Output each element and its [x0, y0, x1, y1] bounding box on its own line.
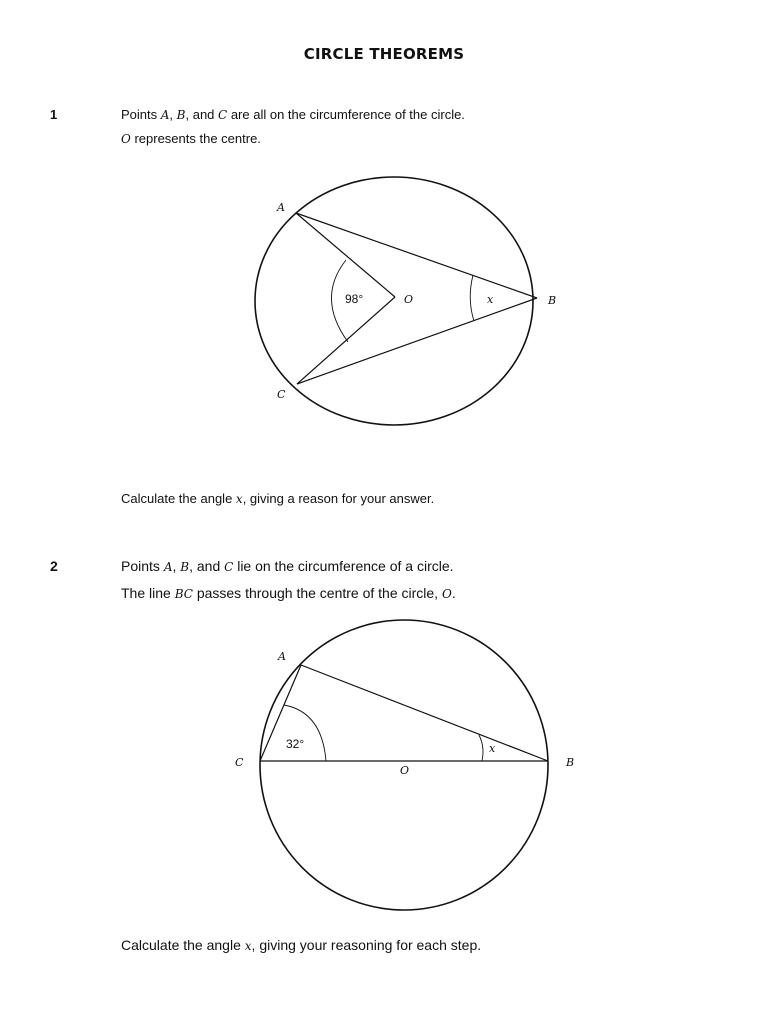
- angle-arc-x: [479, 735, 483, 761]
- label-b: B: [566, 756, 575, 769]
- label-o: O: [404, 293, 414, 306]
- question-2-line-2: The line BC passes through the centre of the circle, O.: [121, 585, 456, 601]
- label-a: A: [277, 201, 285, 214]
- angle-arc-c: [284, 705, 326, 761]
- angle-label-c: 32°: [286, 737, 305, 751]
- label-b: B: [548, 294, 557, 307]
- label-o: O: [400, 764, 410, 777]
- angle-label-x: x: [487, 293, 494, 306]
- question-2-prompt: Calculate the angle x, giving your reasoning for each step.: [121, 937, 482, 953]
- question-number: 1: [50, 107, 58, 122]
- label-c: C: [277, 388, 286, 401]
- question-1-prompt: Calculate the angle x, giving a reason for your answer.: [121, 491, 435, 506]
- chord-ab: [301, 665, 548, 761]
- angle-label-x: x: [489, 742, 496, 755]
- angle-label-centre: 98°: [345, 292, 364, 306]
- question-number: 2: [50, 558, 58, 574]
- question-1-line-1: Points A, B, and C are all on the circumference of the circle.: [121, 107, 465, 122]
- label-a: A: [278, 650, 286, 663]
- page-title: CIRCLE THEOREMS: [303, 45, 465, 63]
- question-2-line-1: Points A, B, and C lie on the circumference of a circle.: [121, 558, 454, 574]
- question-1-line-2: O represents the centre.: [121, 131, 261, 146]
- label-c: C: [235, 756, 244, 769]
